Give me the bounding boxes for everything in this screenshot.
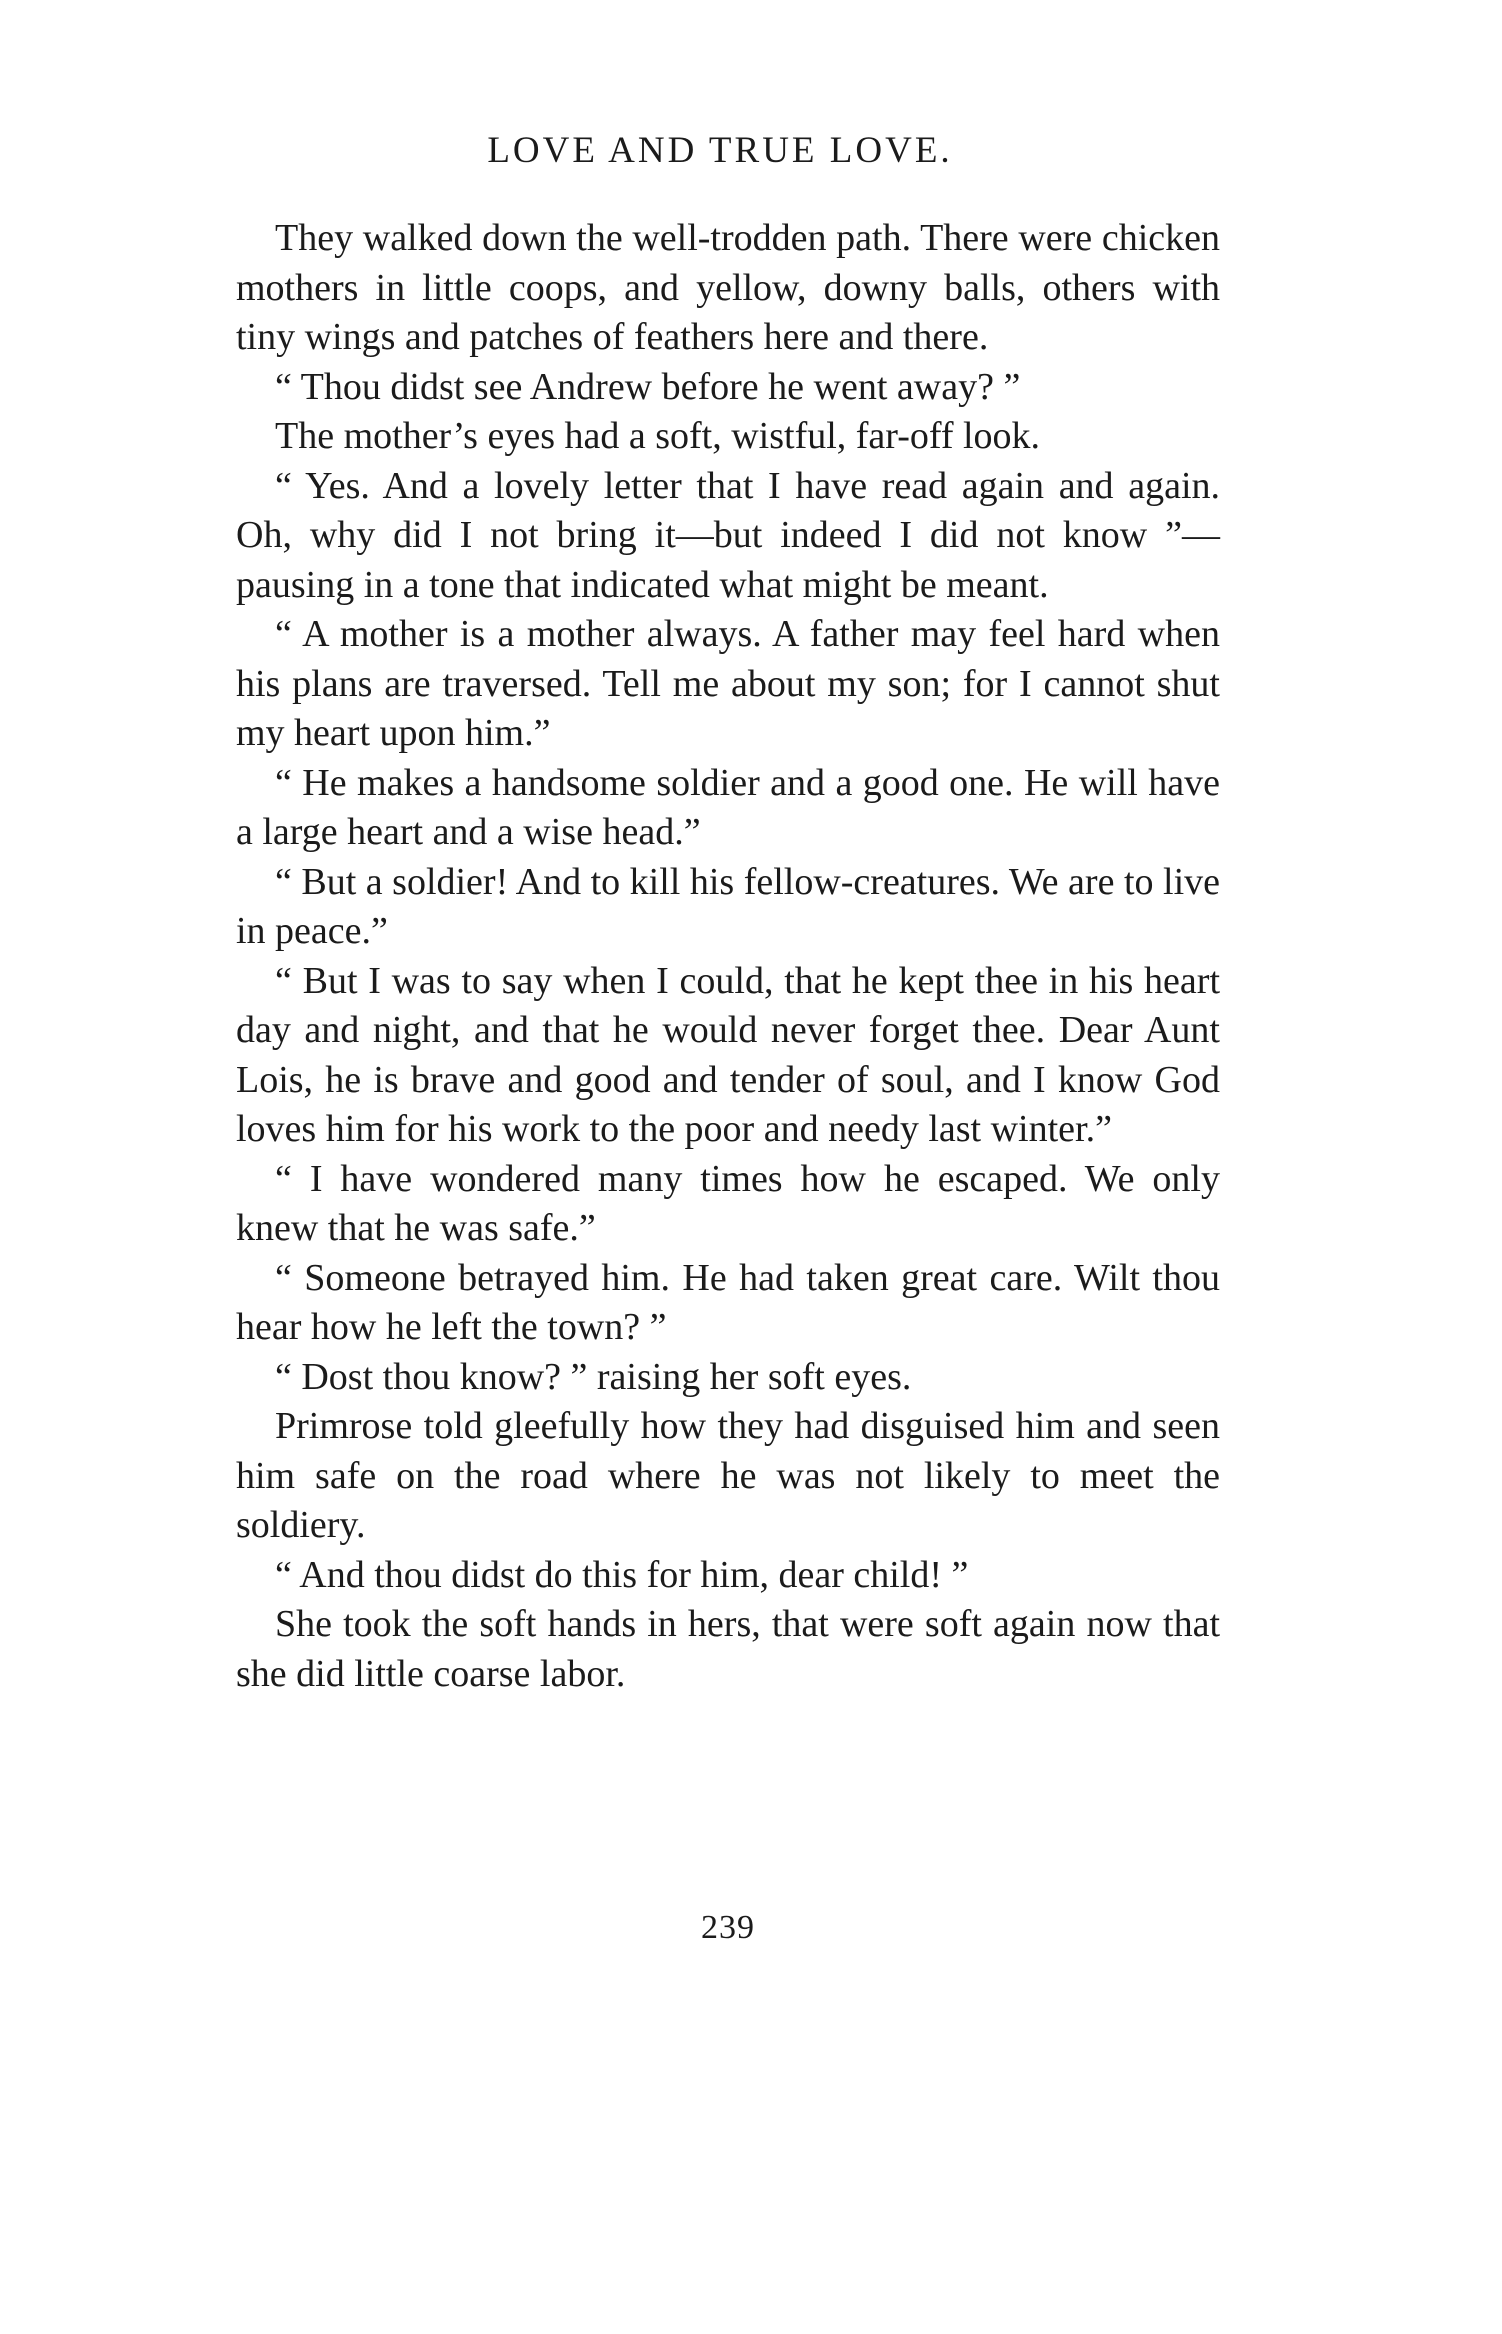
- paragraph: “ Dost thou know? ” raising her soft eyes.: [275, 1355, 912, 1398]
- paragraph: Primrose told gleefully how they had disguised him and seen him safe on the road where he was not likely to meet the soldiery.: [236, 1405, 1220, 1546]
- paragraph: “ He makes a handsome soldier and a good one. He will have a large heart and a wise head.”: [236, 761, 1220, 853]
- body-text: [236, 214, 1220, 1699]
- paragraph: They walked down the well-trodden path. There were chicken mothers in little coops, and yellow, downy balls, others with tiny wings and patches of feathers here and there.: [236, 217, 1220, 358]
- paragraph: She took the soft hands in hers, that were soft again now that she did little coarse labor.: [236, 1603, 1220, 1695]
- paragraph: “ I have wondered many times how he escaped. We only knew that he was safe.”: [236, 1157, 1220, 1249]
- paragraph: “ A mother is a mother always. A father may feel hard when his plans are traversed. Tell me about my son; for I cannot shut my heart upon him.”: [236, 613, 1220, 754]
- paragraph: “ But I was to say when I could, that he kept thee in his heart day and night, and that he would never forget thee. Dear Aunt Lois, he is brave and good and tender of soul, and I know God loves him for his work to the poor and needy last winter.”: [236, 959, 1220, 1150]
- paragraph: “ And thou didst do this for him, dear child! ”: [275, 1553, 969, 1596]
- paragraph: “ Someone betrayed him. He had taken great care. Wilt thou hear how he left the town? ”: [236, 1256, 1220, 1348]
- paragraph: “ Thou didst see Andrew before he went away? ”: [275, 365, 1021, 408]
- paragraph: The mother’s eyes had a soft, wistful, far-off look.: [275, 415, 1041, 457]
- page-number: 239: [701, 1909, 755, 1946]
- running-head: LOVE AND TRUE LOVE.: [487, 130, 953, 171]
- paragraph: “ But a soldier! And to kill his fellow-creatures. We are to live in peace.”: [236, 860, 1220, 952]
- paragraph: “ Yes. And a lovely letter that I have read again and again. Oh, why did I not bring it—but indeed I did not know ”—pausing in a tone that indicated what might be meant.: [236, 464, 1220, 606]
